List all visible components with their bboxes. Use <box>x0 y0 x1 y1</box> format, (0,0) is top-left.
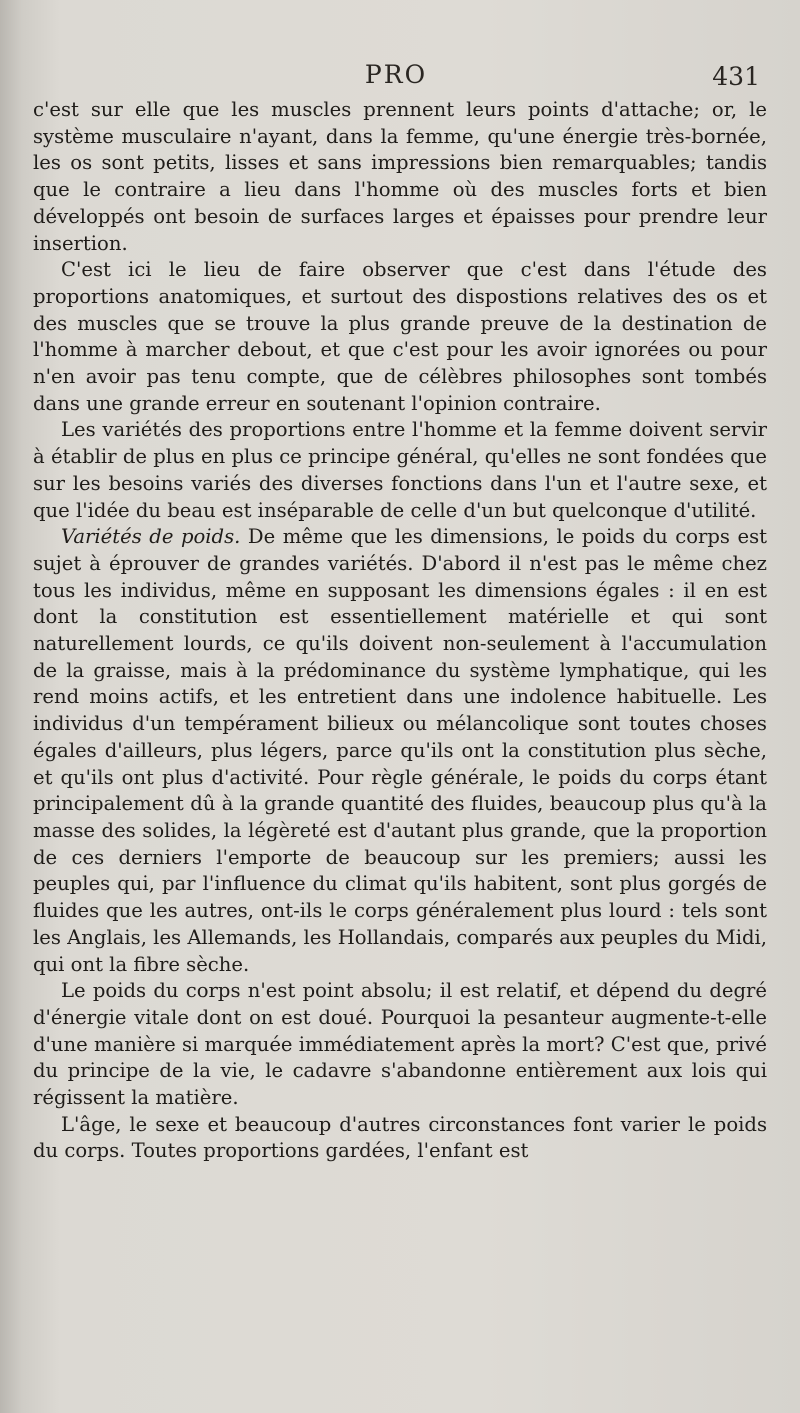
page-number: 431 <box>712 62 760 91</box>
paragraph-6: L'âge, le sexe et beaucoup d'autres circonstances font varier le poids du corps. Toutes proportions gardées, l'enfant est <box>33 1112 767 1163</box>
body-text <box>33 97 767 1165</box>
paragraph-5: Le poids du corps n'est point absolu; il est relatif, et dépend du degré d'énergie vitale dont on est doué. Pourquoi la pesanteur augmente-t-elle d'une manière si marquée immédiatement après la mort? C'est que, privé du principe de la vie, le cadavre s'abandonne entièrement aux lois qui régissent la matière. <box>33 979 767 1110</box>
paragraph-1: c'est sur elle que les muscles prennent leurs points d'attache; or, le système musculaire n'ayant, dans la femme, qu'une énergie très-bornée, les os sont petits, lisses et sans impressions bien remarquables; tandis que le contraire a lieu dans l'homme où des muscles forts et bien développés ont besoin de surfaces larges et épaisses pour prendre leur insertion. <box>33 98 767 255</box>
paragraph-4-text: De même que les dimensions, le poids du corps est sujet à éprouver de grandes variétés. D'abord il n'est pas le même chez tous les individus, même en supposant les dimensions égales : il en est dont la constitution est essentiellement matérielle et qui sont naturellement lourds, ce qu'ils doivent non-seulement à l'accumulation de la graisse, mais à la prédominance du système lymphatique, qui les rend moins actifs, et les entretient dans une indolence habituelle. Les individus d'un tempérament bilieux ou mélancolique sont toutes choses égales d'ailleurs, plus légers, parce qu'ils ont la constitution plus sèche, et qu'ils ont plus d'activité. Pour règle générale, le poids du corps étant principalement dû à la grande quantité des fluides, beaucoup plus qu'à la masse des solides, la légèreté est d'autant plus grande, que la proportion de ces derniers l'emporte de beaucoup sur les premiers; aussi les peuples qui, par l'influence du climat qu'ils habitent, sont plus gorgés de fluides que les autres, ont-ils le corps généralement plus lourd : tels sont les Anglais, les Allemands, les Hollandais, comparés aux peuples du Midi, qui ont la fibre sèche. <box>33 525 768 976</box>
paragraph-4 <box>33 524 767 978</box>
page-header <box>32 60 760 96</box>
paragraph-3: Les variétés des proportions entre l'homme et la femme doivent servir à établir de plus en plus ce principe général, qu'elles ne sont fondées que sur les besoins variés des diverses fonctions dans l'un et l'autre sexe, et que l'idée du beau est inséparable de celle d'un but quelconque d'utilité. <box>33 418 767 522</box>
paragraph-2: C'est ici le lieu de faire observer que c'est dans l'étude des proportions anatomiques, et surtout des dispostions relatives des os et des muscles que se trouve la plus grande preuve de la destination de l'homme à marcher debout, et que c'est pour les avoir ignorées ou pour n'en avoir pas tenu compte, que de célèbres philosophes sont tombés dans une grande erreur en soutenant l'opinion contraire. <box>33 258 767 415</box>
section-lead: Variétés de poids. <box>61 525 241 549</box>
running-head: PRO <box>364 60 428 89</box>
